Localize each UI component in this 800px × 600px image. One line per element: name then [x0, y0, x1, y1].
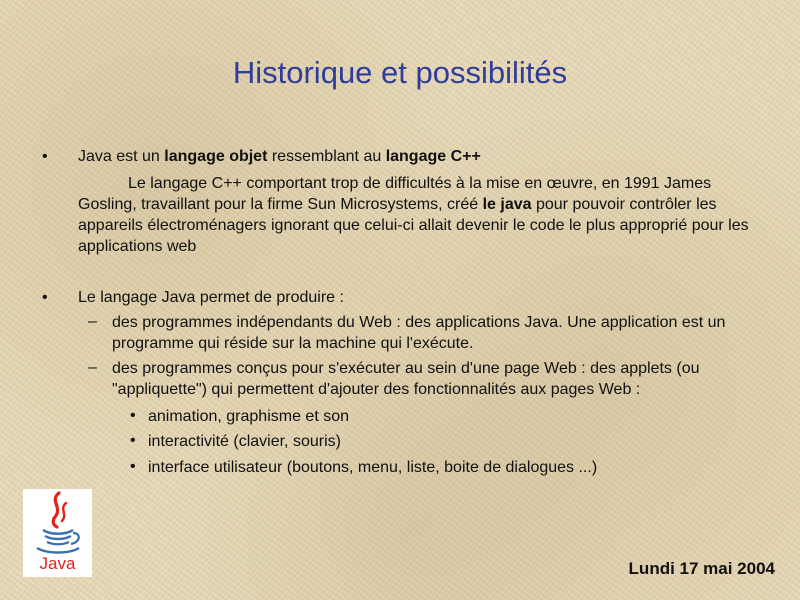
list-item-interactivite: interactivité (clavier, souris) — [148, 433, 341, 450]
bullet-marker: • — [130, 432, 136, 449]
slide-date: Lundi 17 mai 2004 — [628, 559, 775, 578]
java-cup-icon — [23, 489, 92, 577]
bullet-marker: • — [42, 148, 48, 165]
text-part: Le langage C++ comportant trop de difficultés à la mise en œuvre, en 1991 James Gosling, travaillant pour la firme Sun Microsystems, créé — [78, 175, 712, 213]
slide-title: Historique et possibilités — [232, 55, 568, 90]
text-bold: langage objet — [164, 148, 268, 165]
bullet-java-langage — [78, 146, 768, 167]
list-item-interface: interface utilisateur (boutons, menu, liste, boite de dialogues ...) — [148, 459, 598, 476]
dash-marker: – — [88, 359, 97, 376]
list-item-animation: animation, graphisme et son — [148, 408, 349, 425]
text-part: Java est un — [78, 148, 165, 165]
text-part: ressemblant au — [267, 148, 386, 165]
bullet-marker: • — [130, 407, 136, 424]
text-bold: le java — [482, 196, 532, 213]
bullet-produire: Le langage Java permet de produire : — [78, 289, 344, 306]
java-logo — [23, 489, 92, 577]
dash-marker: – — [88, 313, 97, 330]
history-paragraph — [78, 173, 768, 257]
bullet-marker: • — [130, 458, 136, 475]
text-part: pour pouvoir contrôler les appareils électroménagers ignorant que celui-ci allait devenir le code le plus approprié pour les applications web — [78, 196, 749, 255]
java-logo-text: Java — [39, 554, 76, 573]
text-bold: langage C++ — [385, 148, 481, 165]
sub-bullet-applications: des programmes indépendants du Web : des applications Java. Une application est un programme qui réside sur la machine qui l'exécute. — [112, 314, 726, 352]
sub-bullet-applets: des programmes conçus pour s'exécuter au sein d'une page Web : des applets (ou "appliquette") qui permettent d'ajouter des fonctionnalités aux pages Web : — [112, 360, 700, 398]
bullet-marker: • — [42, 289, 48, 306]
